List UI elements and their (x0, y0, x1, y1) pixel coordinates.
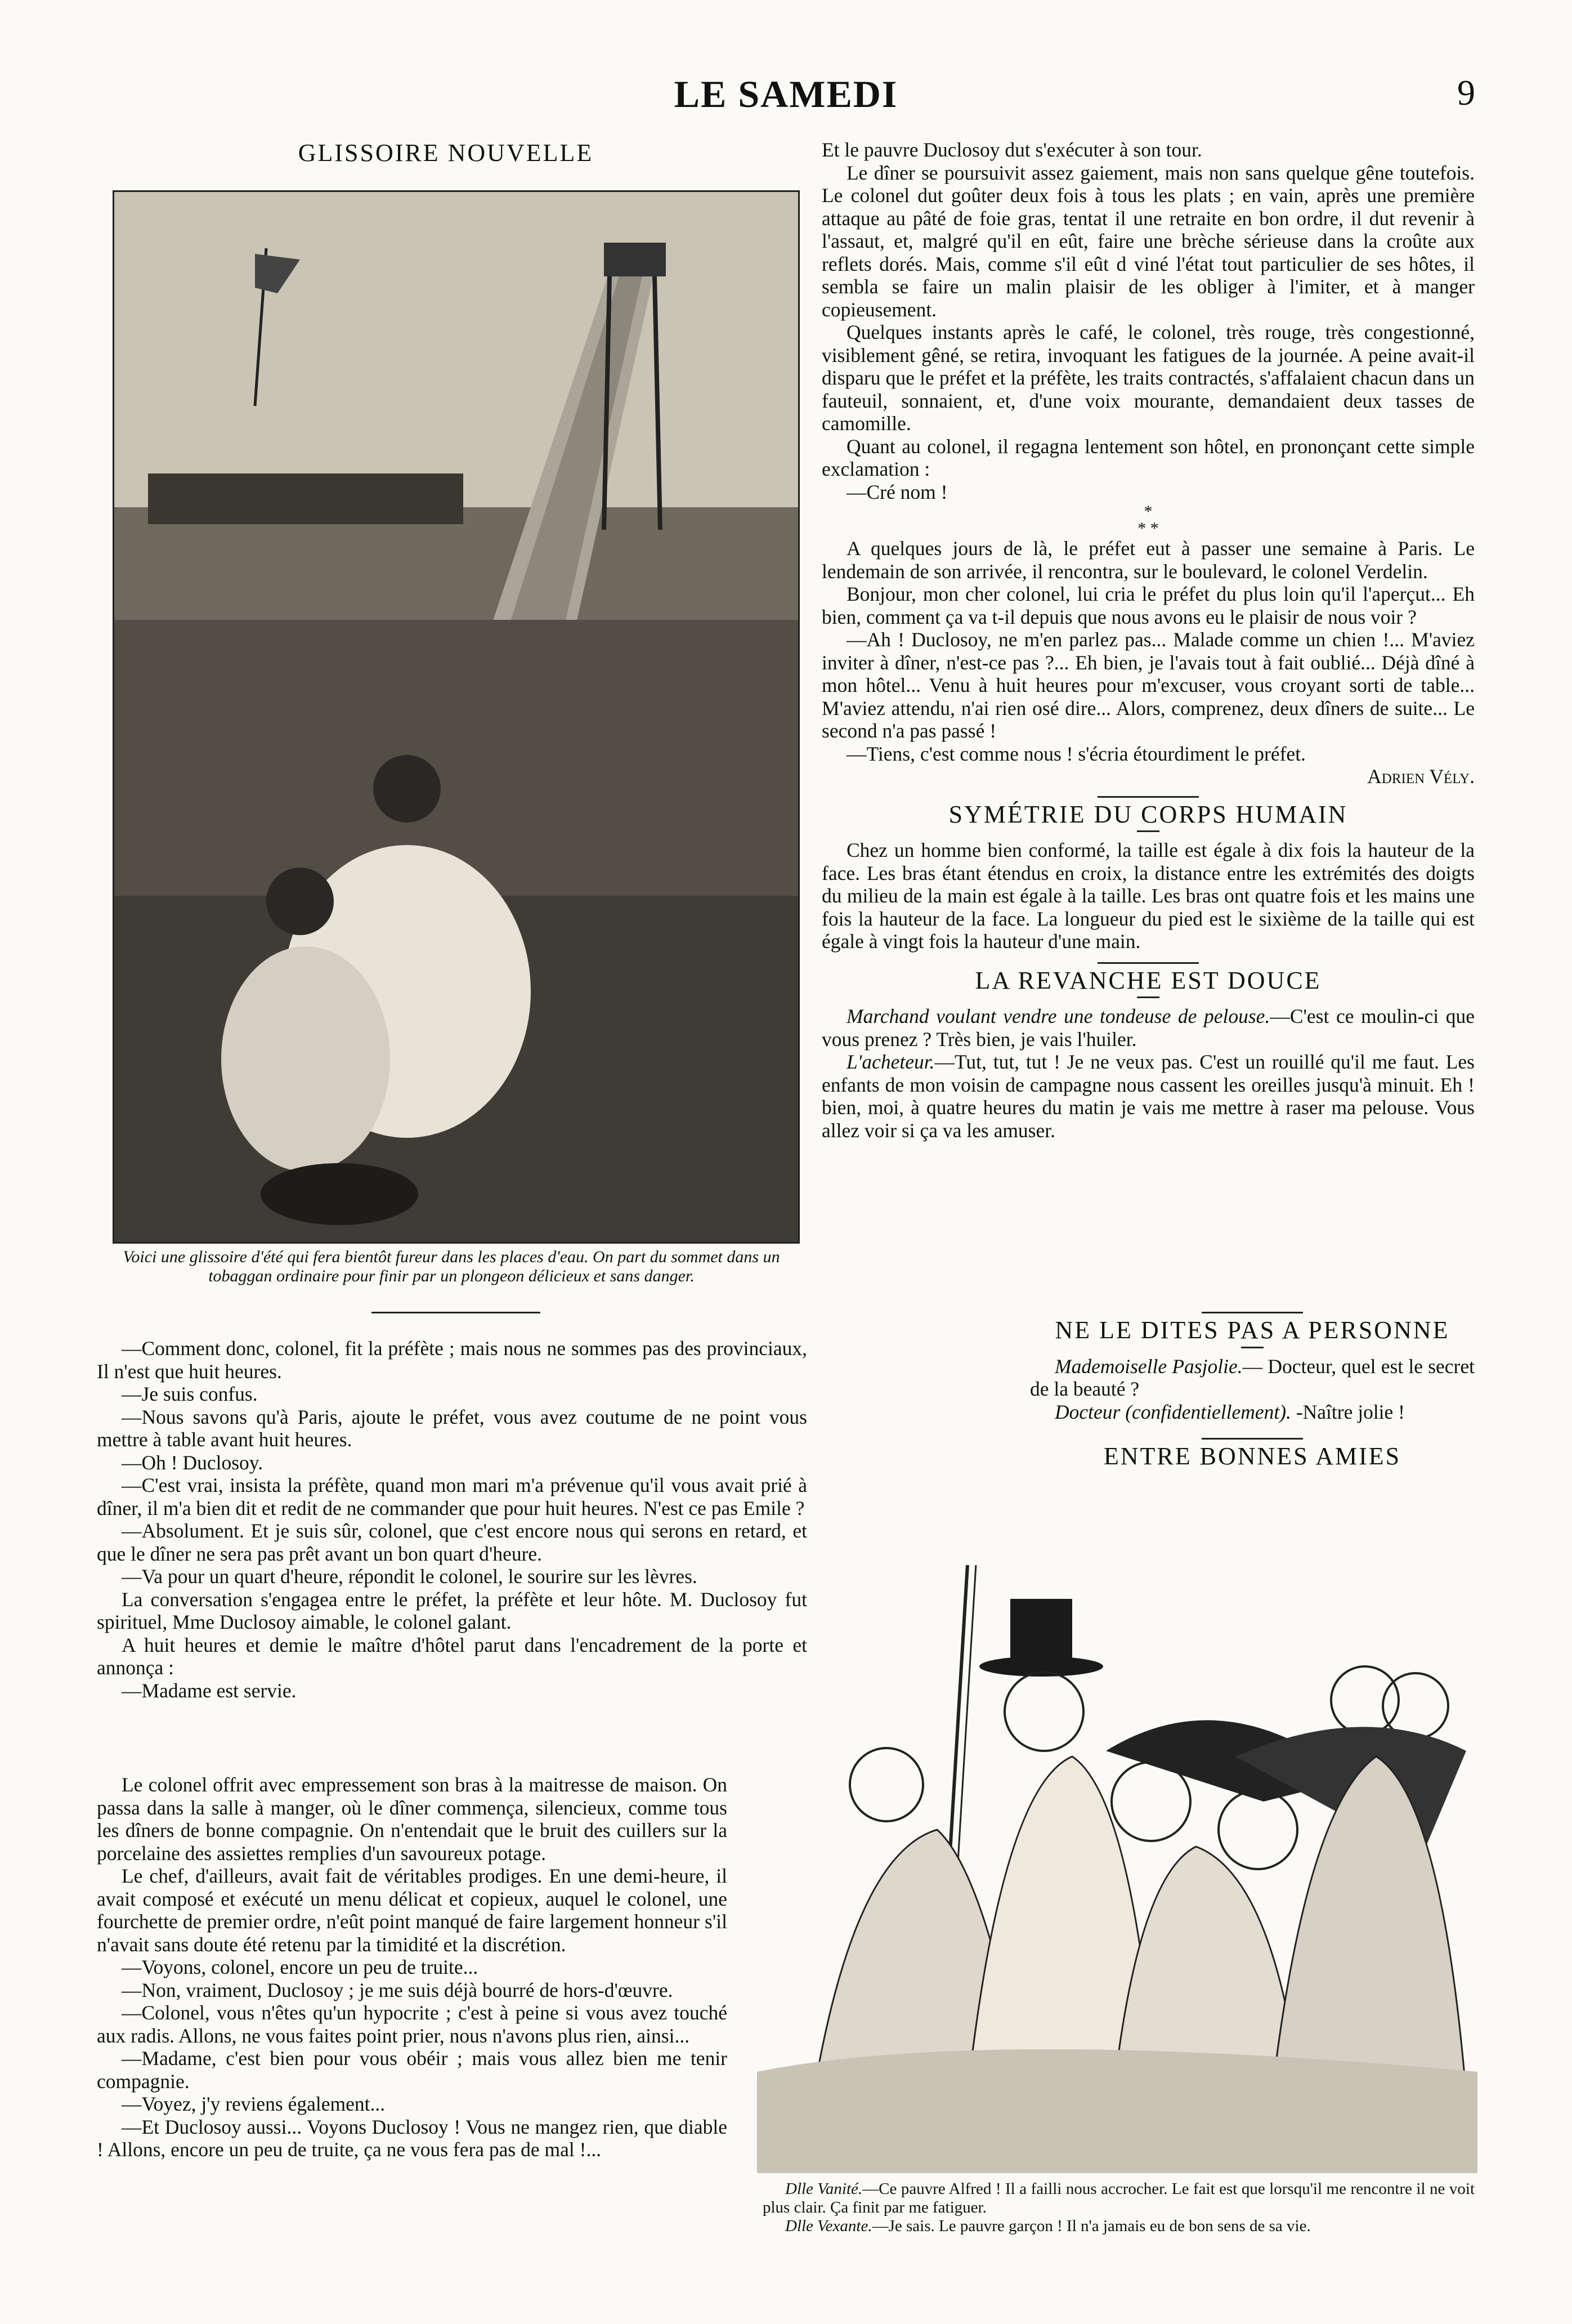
bonnes-amies-dialogue-2 (763, 2217, 1475, 2236)
divider (1241, 1347, 1264, 1348)
story-paragraph: —Nous savons qu'à Paris, ajoute le préfet, vous avez coutume de ne point vous mettre à table avant huit heures. (97, 1405, 807, 1451)
story-paragraph: —Cré nom ! (847, 480, 948, 503)
story-paragraph: —Et Duclosoy aussi... Voyons Duclosoy ! Vous ne mangez rien, que diable ! Allons, encore un peu de truite, ça ne vous fera pas de mal !... (97, 2115, 727, 2161)
divider (1202, 1438, 1303, 1440)
story-paragraph: —Comment donc, colonel, fit la préfète ; mais nous ne sommes pas des provinciaux, Il n'est que huit heures. (97, 1337, 807, 1383)
story-paragraph: —Non, vraiment, Duclosoy ; je me suis déjà bourré de hors-d'œuvre. (122, 1978, 673, 2001)
revanche-dialogue-1 (822, 1005, 1475, 1051)
divider (1137, 830, 1159, 832)
story-paragraph: Et le pauvre Duclosoy dut s'exécuter à son tour. (822, 138, 1202, 161)
glissoire-illustration (113, 190, 800, 1244)
bonnes-amies-line: —Ce pauvre Alfred ! Il a failli nous accrocher. Le fait est que lorsqu'il me rencontre il ne voit plus clair. Ça finit par me fatiguer. (763, 2180, 1475, 2216)
bonnes-amies-title: ENTRE BONNES AMIES (1103, 1442, 1401, 1470)
story-paragraph: —Ah ! Duclosoy, ne m'en parlez pas... Malade comme un chien !... M'aviez inviter à dîner, n'est-ce pas ?... Eh bien, je l'avais tout à fait oublié... Déjà dîné à mon hôtel... Venu à huit heures pour m'excuser, vous croyant sorti de table... M'aviez attendu, n'ai rien osé dire... Alors, comprenez, deux dîners de suite... Le second n'a pas passé ! (822, 628, 1475, 742)
story-paragraph: —Absolument. Et je suis sûr, colonel, que c'est encore nous qui serons en retard, et que le dîner ne sera pas prêt avant un bon quart d'heure. (97, 1519, 807, 1565)
women-group-drawing (757, 1565, 1477, 2173)
glissoire-title: GLISSOIRE NOUVELLE (298, 139, 594, 167)
divider (1098, 796, 1199, 798)
story-paragraph: Le colonel offrit avec empressement son bras à la maitresse de maison. On passa dans la salle à manger, où le dîner commença, silencieux, comme tous les dîners de bonne compagnie. On n'entendait que le bruit des cuillers sur la porcelaine des assiettes remplies d'un savoureux potage. (97, 1773, 727, 1865)
story-paragraph: —Colonel, vous n'êtes qu'un hypocrite ; c'est à peine si vous avez touché aux radis. Allons, ne vous faites point prier, nous n'avons plus rien, ainsi... (97, 2001, 727, 2047)
story-left-column-lower (97, 1773, 727, 2161)
symetrie-title: SYMÉTRIE DU CORPS HUMAIN (948, 800, 1348, 828)
story-paragraph: —Va pour un quart d'heure, répondit le colonel, le sourire sur les lèvres. (122, 1565, 697, 1588)
ne-le-dites-line: -Naître jolie ! (1291, 1400, 1405, 1423)
bonnes-amies-caption (763, 2180, 1475, 2236)
bonnes-amies-dialogue-1 (763, 2180, 1475, 2217)
story-paragraph: —Je suis confus. (122, 1383, 258, 1405)
ne-le-dites-speaker: Docteur (confidentiellement). (1055, 1400, 1291, 1423)
revanche-dialogue-2 (822, 1051, 1475, 1142)
story-paragraph: —Voyons, colonel, encore un peu de truite... (122, 1956, 478, 1978)
story-right-column (822, 138, 1475, 1142)
story-paragraph: —Voyez, j'y reviens également... (122, 2093, 386, 2115)
section-stars: * * * (1137, 502, 1159, 538)
story-paragraph: Quant au colonel, il regagna lentement son hôtel, en prononçant cette simple exclamation : (822, 435, 1475, 480)
story-paragraph: A huit heures et demie le maître d'hôtel parut dans l'encadrement de la porte et annonça : (97, 1633, 807, 1679)
story-left-column (97, 1337, 807, 1702)
ne-le-dites-dialogue-1 (1030, 1355, 1475, 1401)
story-paragraph: Le dîner se poursuivit assez gaiement, mais non sans quelque gêne toutefois. Le colonel dut goûter deux fois à tous les plats ; en vain, après une première attaque au pâté de foie gras, tentat il une retraite en bon ordre, il dut revenir à l'assaut, et, malgré qu'il en eût, faire une brèche sérieuse dans la croûte aux reflets dorés. Mais, comme s'il eût d viné l'état tout particulier de ses hôtes, il sembla se faire un malin plaisir de les obliger à l'imiter, et à manger copieusement. (822, 161, 1475, 321)
story-paragraph: —Tiens, c'est comme nous ! s'écria étourdiment le préfet. (847, 742, 1306, 765)
ne-le-dites-speaker: Mademoiselle Pasjolie. (1055, 1355, 1243, 1378)
newspaper-title: LE SAMEDI (674, 73, 898, 115)
story-paragraph: Quelques instants après le café, le colonel, très rouge, très congestionné, visiblement gêné, se retira, invoquant les fatigues de la journée. A peine avait-il disparu que le préfet et la préfète, les traits contractés, s'affalaient chacun dans un fauteuil, sonnaient, et, d'une voix mourante, demandaient deux tasses de camomille. (822, 321, 1475, 435)
revanche-title: LA REVANCHE EST DOUCE (975, 966, 1322, 994)
story-paragraph: Le chef, d'ailleurs, avait fait de véritables prodiges. En une demi-heure, il avait composé et exécuté un menu délicat et copieux, auquel le colonel, une fourchette de premier ordre, n'eût point manqué de faire largement honneur s'il n'avait sans doute été retenu par la timidité et la discrétion. (97, 1865, 727, 1956)
glissoire-caption: Voici une glissoire d'été qui fera bientôt fureur dans les places d'eau. On part du sommet dans un tobaggan ordinaire pour finir par un plongeon délicieux et sans danger. (123, 1248, 780, 1285)
bonnes-amies-speaker: Dlle Vanité. (785, 2180, 863, 2198)
story-paragraph: A quelques jours de là, le préfet eut à passer une semaine à Paris. Le lendemain de son arrivée, il rencontra, sur le boulevard, le colonel Verdelin. (822, 537, 1475, 583)
page-number: 9 (1457, 73, 1475, 113)
story-paragraph: —Oh ! Duclosoy. (122, 1451, 263, 1474)
bonnes-amies-illustration (757, 1565, 1477, 2173)
revanche-speaker: L'acheteur. (847, 1051, 935, 1073)
story-paragraph: —Madame est servie. (122, 1679, 297, 1702)
water-slide-drawing (114, 192, 798, 1242)
divider (1137, 996, 1159, 998)
revanche-line: —C'est ce moulin-ci que vous prenez ? Très bien, je vais l'huiler. (822, 1005, 1475, 1051)
jokes-column (1030, 1312, 1475, 1468)
story-paragraph: —C'est vrai, insista la préfète, quand mon mari m'a prévenue qu'il vous avait prié à dîner, il m'a bien dit et redit de ne commander que pour huit heures. N'est ce pas Emile ? (97, 1474, 807, 1519)
ne-le-dites-line: — Docteur, quel est le secret de la beauté ? (1030, 1355, 1475, 1400)
story-paragraph: La conversation s'engagea entre le préfet, la préfète et leur hôte. M. Duclosoy fut spirituel, Mme Duclosoy aimable, le colonel galant. (97, 1588, 807, 1633)
divider (1202, 1312, 1303, 1313)
revanche-line: —Tut, tut, tut ! Je ne veux pas. C'est un rouillé qu'il me faut. Les enfants de mon voisin de campagne nous cassent les oreilles jusqu'à minuit. Eh ! bien, moi, à quatre heures du matin je vais me mettre à raser ma pelouse. Vous allez voir si ça va les amuser. (822, 1051, 1475, 1142)
ne-le-dites-title: NE LE DITES PAS A PERSONNE (1055, 1316, 1450, 1344)
symetrie-text: Chez un homme bien conformé, la taille est égale à dix fois la hauteur de la face. Les bras étant étendus en croix, la distance entre les extrémités des doigts du milieu de la main est égale à la taille. Les bras ont quatre fois et les mains une fois la hauteur de la face. La longueur du pied est le sixième de la taille qui est égale à vingt fois la hauteur d'une main. (822, 839, 1475, 953)
ne-le-dites-dialogue-2 (1030, 1401, 1475, 1424)
revanche-speaker: Marchand voulant vendre une tondeuse de pelouse. (847, 1005, 1270, 1027)
divider (371, 1312, 540, 1313)
bonnes-amies-speaker: Dlle Vexante. (785, 2217, 872, 2235)
story-paragraph: —Madame, c'est bien pour vous obéir ; mais vous allez bien me tenir compagnie. (97, 2047, 727, 2093)
divider (1098, 962, 1199, 964)
story-paragraph: Bonjour, mon cher colonel, lui cria le préfet du plus loin qu'il l'aperçut... Eh bien, comment ça va t-il depuis que nous avons eu le plaisir de nous voir ? (822, 583, 1475, 628)
bonnes-amies-line: —Je sais. Le pauvre garçon ! Il n'a jamais eu de bon sens de sa vie. (872, 2217, 1311, 2235)
author-signature: Adrien Vély. (1367, 765, 1475, 788)
